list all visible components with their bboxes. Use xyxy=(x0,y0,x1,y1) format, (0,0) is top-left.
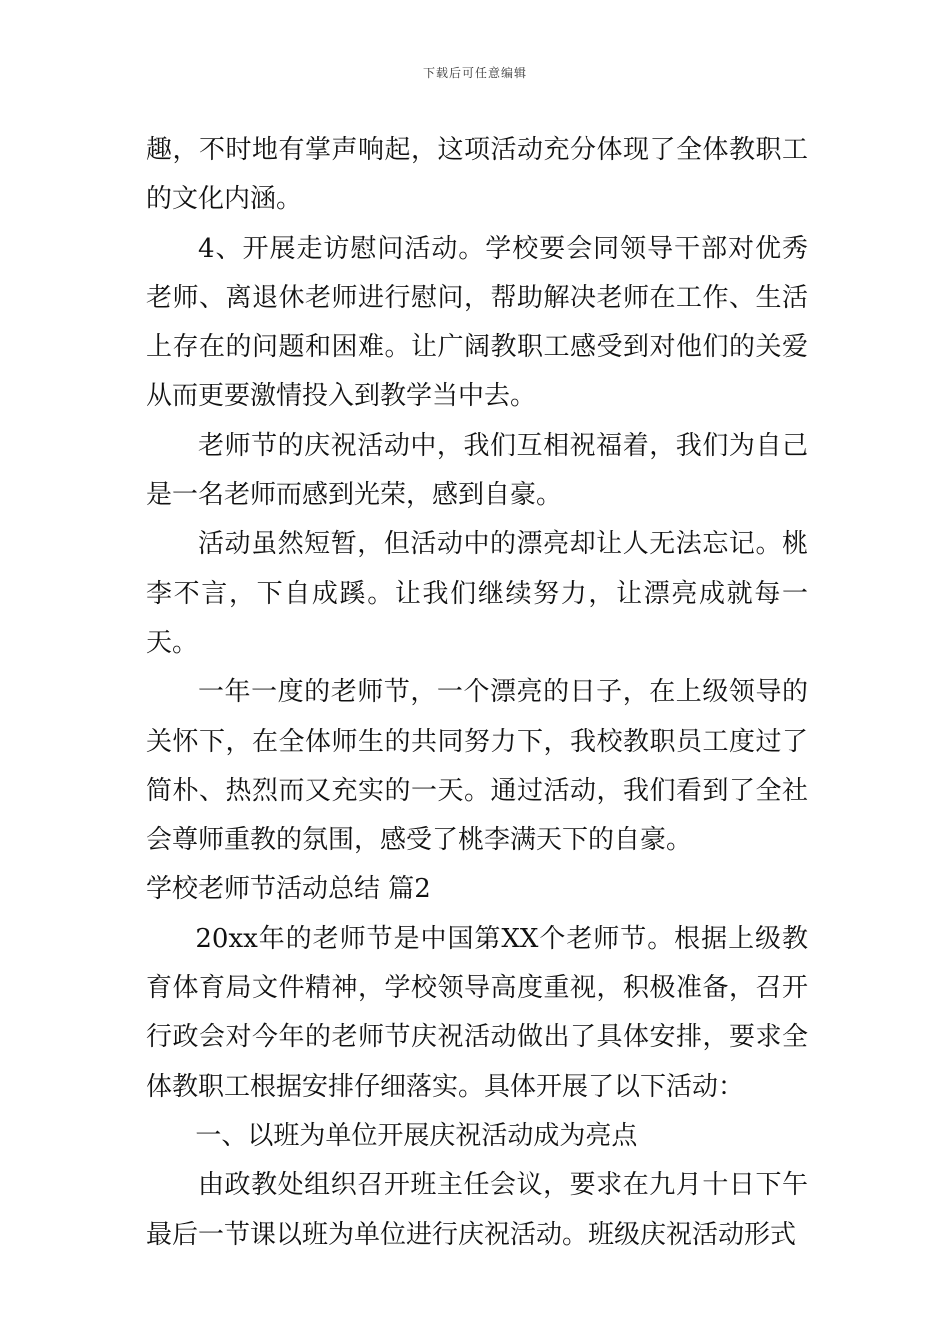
paragraph-visits: 4、开展走访慰问活动。学校要会同领导干部对优秀老师、离退休老师进行慰问，帮助解决老师在工作、生活上存在的问题和困难。让广阔教职工感受到对他们的关爱从而更要激情投入到教学当中去。 xyxy=(146,233,808,412)
section-heading: 学校老师节活动总结 篇2 xyxy=(146,874,431,905)
paragraph-celebration: 老师节的庆祝活动中，我们互相祝福着，我们为自己是一名老师而感到光荣，感到自豪。 xyxy=(146,430,808,511)
paragraph-class-meeting: 由政教处组织召开班主任会议，要求在九月十日下午最后一节课以班为单位进行庆祝活动。班级庆祝活动形式 xyxy=(146,1170,808,1250)
page-header-note: 下载后可任意编辑 xyxy=(422,66,527,80)
paragraph-continuation: 趣，不时地有掌声响起，这项活动充分体现了全体教职工的文化内涵。 xyxy=(146,135,808,215)
paragraph-memorable: 活动虽然短暂，但活动中的漂亮却让人无法忘记。桃李不言，下自成蹊。让我们继续努力，让漂亮成就每一天。 xyxy=(146,529,808,658)
paragraph-intro: 20xx年的老师节是中国第XX个老师节。根据上级教育体育局文件精神，学校领导高度重视，积极准备，召开行政会对今年的老师节庆祝活动做出了具体安排，要求全体教职工根据安排仔细落实。具体开展了以下活动： xyxy=(146,923,808,1102)
document-body xyxy=(146,126,808,1260)
paragraph-annual: 一年一度的老师节，一个漂亮的日子，在上级领导的关怀下，在全体师生的共同努力下，我校教职员工度过了简朴、热烈而又充实的一天。通过活动，我们看到了全社会尊师重教的氛围，感受了桃李满天下的自豪。 xyxy=(146,677,808,856)
subheading-class-activities: 一、以班为单位开展庆祝活动成为亮点 xyxy=(195,1120,638,1151)
